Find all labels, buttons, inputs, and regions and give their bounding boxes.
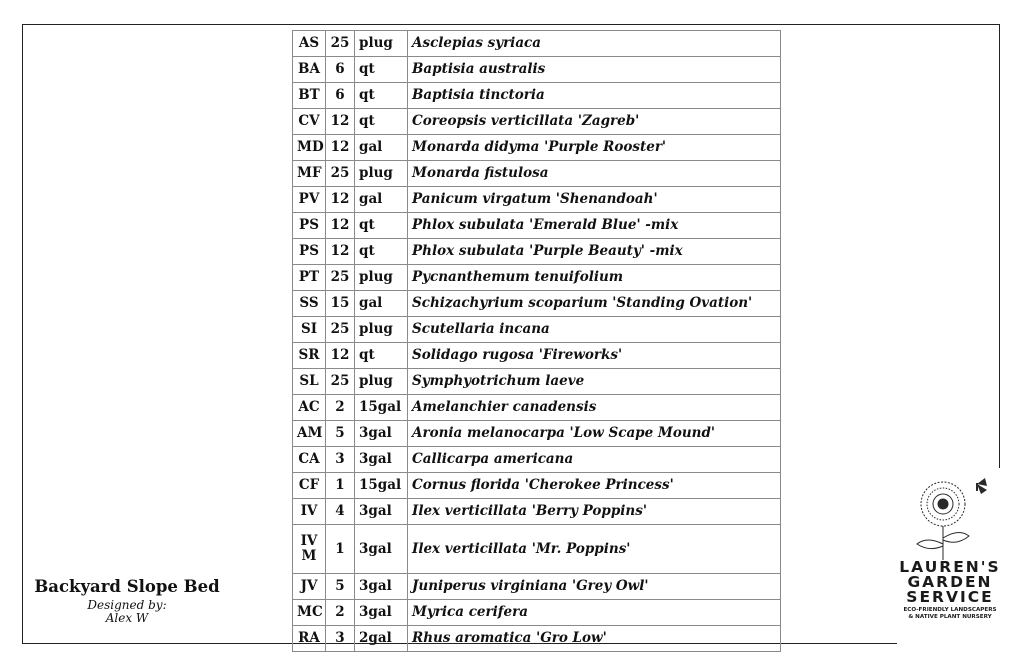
plant-quantity: 25 bbox=[326, 369, 355, 395]
plant-quantity: 25 bbox=[326, 31, 355, 57]
table-row bbox=[293, 239, 781, 265]
table-row bbox=[293, 135, 781, 161]
table-row bbox=[293, 291, 781, 317]
plant-name: Solidago rugosa 'Fireworks' bbox=[408, 343, 781, 369]
plant-size: gal bbox=[355, 291, 408, 317]
plant-quantity: 3 bbox=[326, 626, 355, 652]
plant-quantity: 25 bbox=[326, 265, 355, 291]
plant-size: plug bbox=[355, 369, 408, 395]
plant-code: IV bbox=[293, 499, 326, 525]
plant-size: qt bbox=[355, 83, 408, 109]
plant-code: CV bbox=[293, 109, 326, 135]
plant-size: 3gal bbox=[355, 525, 408, 574]
plant-code: BA bbox=[293, 57, 326, 83]
table-row bbox=[293, 600, 781, 626]
brand-name-line-3: SERVICE bbox=[906, 588, 994, 606]
designer-name: Alex W bbox=[105, 611, 149, 625]
plant-code: PS bbox=[293, 239, 326, 265]
tagline-line-1: ECO-FRIENDLY LANDSCAPERS bbox=[903, 607, 997, 613]
plant-code: MD bbox=[293, 135, 326, 161]
plant-quantity: 12 bbox=[326, 213, 355, 239]
plant-size: qt bbox=[355, 109, 408, 135]
table-row bbox=[293, 499, 781, 525]
table-row bbox=[293, 473, 781, 499]
plant-size: 2gal bbox=[355, 626, 408, 652]
plant-code: IV M bbox=[293, 525, 326, 574]
plant-code: SR bbox=[293, 343, 326, 369]
plant-code: JV bbox=[293, 574, 326, 600]
plant-size: plug bbox=[355, 31, 408, 57]
plant-quantity: 12 bbox=[326, 109, 355, 135]
plant-name: Aronia melanocarpa 'Low Scape Mound' bbox=[408, 421, 781, 447]
plant-code: MC bbox=[293, 600, 326, 626]
flower-illustration-icon bbox=[907, 474, 993, 560]
plant-name: Phlox subulata 'Purple Beauty' -mix bbox=[408, 239, 781, 265]
plant-schedule-table bbox=[292, 30, 781, 652]
plant-size: qt bbox=[355, 239, 408, 265]
plant-name: Baptisia tinctoria bbox=[408, 83, 781, 109]
table-row bbox=[293, 574, 781, 600]
company-logo bbox=[897, 468, 1003, 656]
plant-name: Baptisia australis bbox=[408, 57, 781, 83]
table-row bbox=[293, 369, 781, 395]
table-row bbox=[293, 187, 781, 213]
brand-name-line-1: LAUREN'S bbox=[899, 558, 1001, 576]
plant-code: SL bbox=[293, 369, 326, 395]
plant-name: Symphyotrichum laeve bbox=[408, 369, 781, 395]
plant-quantity: 25 bbox=[326, 317, 355, 343]
plant-size: plug bbox=[355, 161, 408, 187]
table-row bbox=[293, 57, 781, 83]
plant-quantity: 2 bbox=[326, 395, 355, 421]
plant-code: SS bbox=[293, 291, 326, 317]
plant-quantity: 12 bbox=[326, 187, 355, 213]
plant-name: Pycnanthemum tenuifolium bbox=[408, 265, 781, 291]
plant-size: gal bbox=[355, 135, 408, 161]
plant-quantity: 6 bbox=[326, 83, 355, 109]
table-row bbox=[293, 343, 781, 369]
plant-name: Coreopsis verticillata 'Zagreb' bbox=[408, 109, 781, 135]
table-row bbox=[293, 109, 781, 135]
tagline-line-2: & NATIVE PLANT NURSERY bbox=[908, 614, 992, 620]
plant-size: 3gal bbox=[355, 447, 408, 473]
plant-size: 3gal bbox=[355, 574, 408, 600]
plant-size: qt bbox=[355, 343, 408, 369]
plant-name: Phlox subulata 'Emerald Blue' -mix bbox=[408, 213, 781, 239]
plant-quantity: 6 bbox=[326, 57, 355, 83]
table-row bbox=[293, 83, 781, 109]
table-row bbox=[293, 265, 781, 291]
table-row bbox=[293, 317, 781, 343]
designed-by-label: Designed by: bbox=[87, 598, 167, 612]
plant-size: 3gal bbox=[355, 600, 408, 626]
plant-quantity: 3 bbox=[326, 447, 355, 473]
plant-quantity: 1 bbox=[326, 525, 355, 574]
plant-quantity: 5 bbox=[326, 421, 355, 447]
plant-name: Monarda didyma 'Purple Rooster' bbox=[408, 135, 781, 161]
brand-name-line-2: GARDEN bbox=[907, 573, 993, 591]
plant-size: gal bbox=[355, 187, 408, 213]
plant-name: Amelanchier canadensis bbox=[408, 395, 781, 421]
plant-name: Rhus aromatica 'Gro Low' bbox=[408, 626, 781, 652]
plant-size: qt bbox=[355, 57, 408, 83]
plant-name: Juniperus virginiana 'Grey Owl' bbox=[408, 574, 781, 600]
plant-code: AS bbox=[293, 31, 326, 57]
plant-size: qt bbox=[355, 213, 408, 239]
plant-code: PS bbox=[293, 213, 326, 239]
plant-name: Cornus florida 'Cherokee Princess' bbox=[408, 473, 781, 499]
plant-code: AM bbox=[293, 421, 326, 447]
plant-name: Myrica cerifera bbox=[408, 600, 781, 626]
table-row bbox=[293, 31, 781, 57]
plant-size: plug bbox=[355, 265, 408, 291]
plant-code: MF bbox=[293, 161, 326, 187]
table-row bbox=[293, 395, 781, 421]
plant-quantity: 12 bbox=[326, 343, 355, 369]
table-row bbox=[293, 447, 781, 473]
plant-code: BT bbox=[293, 83, 326, 109]
plant-name: Panicum virgatum 'Shenandoah' bbox=[408, 187, 781, 213]
plant-size: 15gal bbox=[355, 473, 408, 499]
title-block bbox=[22, 577, 232, 625]
plant-name: Monarda fistulosa bbox=[408, 161, 781, 187]
plant-size: 15gal bbox=[355, 395, 408, 421]
plant-quantity: 4 bbox=[326, 499, 355, 525]
plant-name: Asclepias syriaca bbox=[408, 31, 781, 57]
plant-code: PT bbox=[293, 265, 326, 291]
plant-size: plug bbox=[355, 317, 408, 343]
plant-name: Schizachyrium scoparium 'Standing Ovation' bbox=[408, 291, 781, 317]
table-row bbox=[293, 421, 781, 447]
plant-quantity: 12 bbox=[326, 239, 355, 265]
plant-code: RA bbox=[293, 626, 326, 652]
plant-quantity: 25 bbox=[326, 161, 355, 187]
project-title: Backyard Slope Bed bbox=[34, 577, 220, 596]
plant-size: 3gal bbox=[355, 499, 408, 525]
plant-code: PV bbox=[293, 187, 326, 213]
plant-code: AC bbox=[293, 395, 326, 421]
plant-quantity: 12 bbox=[326, 135, 355, 161]
table-row bbox=[293, 525, 781, 574]
plant-quantity: 2 bbox=[326, 600, 355, 626]
plant-name: Callicarpa americana bbox=[408, 447, 781, 473]
plant-quantity: 5 bbox=[326, 574, 355, 600]
table-row bbox=[293, 626, 781, 652]
plant-size: 3gal bbox=[355, 421, 408, 447]
plant-quantity: 15 bbox=[326, 291, 355, 317]
plant-quantity: 1 bbox=[326, 473, 355, 499]
table-row bbox=[293, 161, 781, 187]
plant-name: Ilex verticillata 'Mr. Poppins' bbox=[408, 525, 781, 574]
table-row bbox=[293, 213, 781, 239]
plant-code: CA bbox=[293, 447, 326, 473]
plant-code: CF bbox=[293, 473, 326, 499]
plant-name: Ilex verticillata 'Berry Poppins' bbox=[408, 499, 781, 525]
plant-name: Scutellaria incana bbox=[408, 317, 781, 343]
plant-code: SI bbox=[293, 317, 326, 343]
